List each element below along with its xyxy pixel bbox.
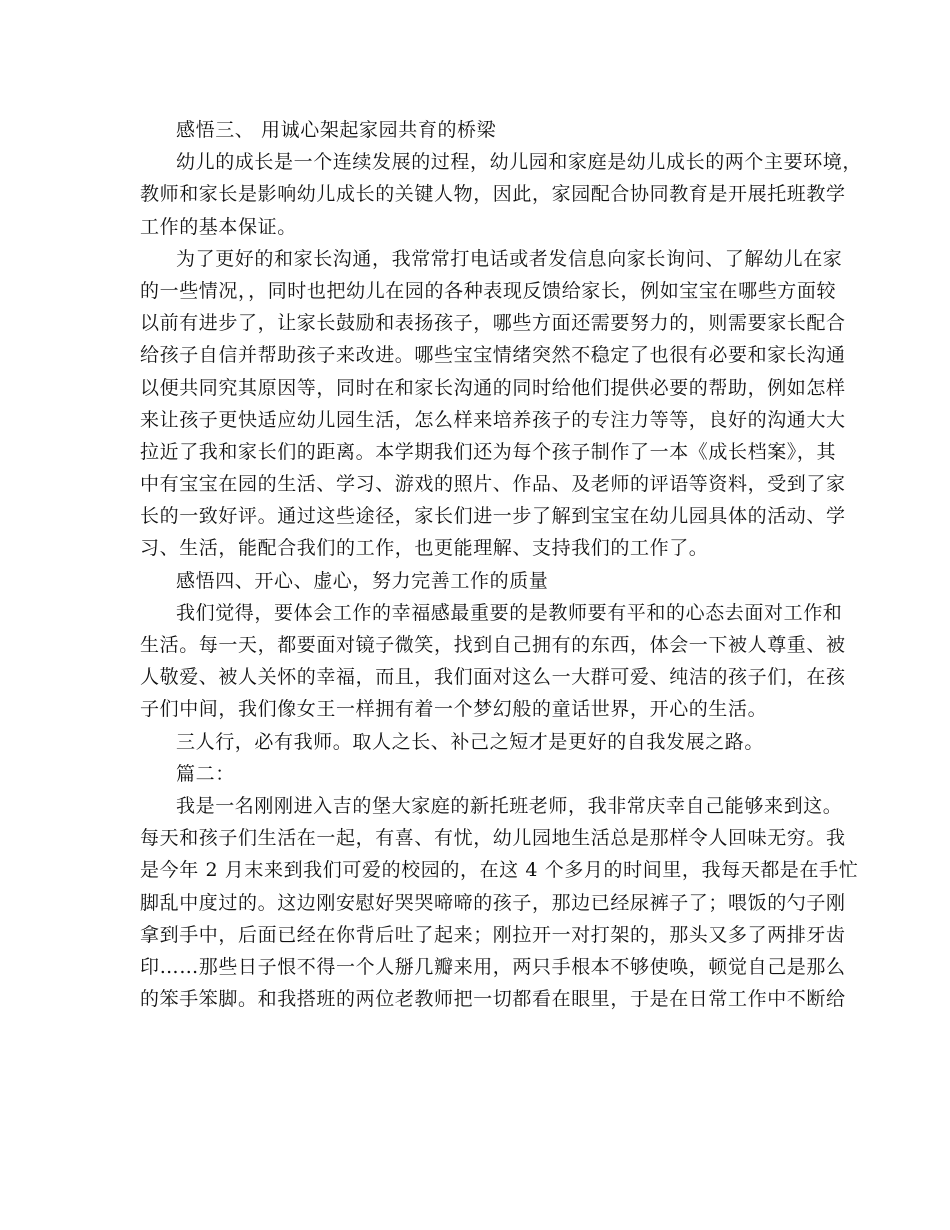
text-line: 中有宝宝在园的生活、学习、游戏的照片、作品、及老师的评语等资料，受到了家 <box>140 473 846 496</box>
text-line: 幼儿的成长是一个连续发展的过程，幼儿园和家庭是幼儿成长的两个主要环境， <box>176 151 863 174</box>
text-line: 长的一致好评。通过这些途径，家长们进一步了解到宝宝在幼儿园具体的活动、学 <box>140 505 846 528</box>
text-line: 以便共同究其原因等，同时在和家长沟通的同时给他们提供必要的帮助，例如怎样 <box>140 376 846 399</box>
text-line: 的笨手笨脚。和我搭班的两位老教师把一切都看在眼里，于是在日常工作中不断给 <box>140 988 846 1011</box>
document-body <box>140 114 863 1015</box>
text-line: 感悟三、 用诚心架起家园共育的桥梁 <box>176 119 497 141</box>
text-line: 每天和孩子们生活在一起，有喜、有忧，幼儿园地生活总是那样令人回味无穷。我 <box>140 827 846 850</box>
text-line: 我是一名刚刚进入吉的堡大家庭的新托班老师，我非常庆幸自己能够来到这。 <box>176 794 843 817</box>
text-line: 印……那些日子恨不得一个人掰几瓣来用，两只手根本不够使唤，顿觉自己是那么 <box>140 955 846 978</box>
text-line: 以前有进步了，让家长鼓励和表扬孩子，哪些方面还需要努力的，则需要家长配合 <box>140 312 846 335</box>
text-line: 是今年 2 月末来到我们可爱的校园的，在这 4 个多月的时间里，我每天都是在手忙 <box>140 859 859 882</box>
text-line: 的一些情况，，同时也把幼儿在园的各种表现反馈给家长，例如宝宝在哪些方面较 <box>140 279 837 302</box>
text-line: 习、生活，能配合我们的工作，也更能理解、支持我们的工作了。 <box>140 537 709 560</box>
text-line: 生活。每一天，都要面对镜子微笑，找到自己拥有的东西，体会一下被人尊重、被 <box>140 634 846 656</box>
text-line: 来让孩子更快适应幼儿园生活，怎么样来培养孩子的专注力等等，良好的沟通大大 <box>140 408 846 431</box>
text-line: 三人行，必有我师。取人之长、补己之短才是更好的自我发展之路。 <box>176 730 765 753</box>
text-line: 我们觉得，要体会工作的幸福感最重要的是教师要有平和的心态去面对工作和 <box>176 601 843 624</box>
text-line: 拿到手中，后面已经在你背后吐了起来；刚拉开一对打架的，那头又多了两排牙齿 <box>140 923 846 946</box>
text-line: 脚乱中度过的。这边刚安慰好哭哭啼啼的孩子，那边已经尿裤子了；喂饭的勺子刚 <box>140 891 846 914</box>
text-line: 子们中间，我们像女王一样拥有着一个梦幻般的童话世界，开心的生活。 <box>140 698 768 721</box>
text-line: 感悟四、开心、虚心，努力完善工作的质量 <box>176 569 549 592</box>
text-line: 教师和家长是影响幼儿成长的关键人物，因此，家园配合协同教育是开展托班教学 <box>140 183 846 206</box>
text-line: 篇二： <box>176 762 235 785</box>
text-line: 拉近了我和家长们的距离。本学期我们还为每个孩子制作了一本《成长档案》，其 <box>140 440 837 463</box>
text-line: 为了更好的和家长沟通，我常常打电话或者发信息向家长询问、了解幼儿在家 <box>176 247 843 270</box>
text-line: 人敬爱、被人关怀的幸福，而且，我们面对这么一大群可爱、纯洁的孩子们，在孩 <box>140 666 846 689</box>
text-line: 给孩子自信并帮助孩子来改进。哪些宝宝情绪突然不稳定了也很有必要和家长沟通 <box>140 344 846 367</box>
text-line: 工作的基本保证。 <box>140 215 297 238</box>
